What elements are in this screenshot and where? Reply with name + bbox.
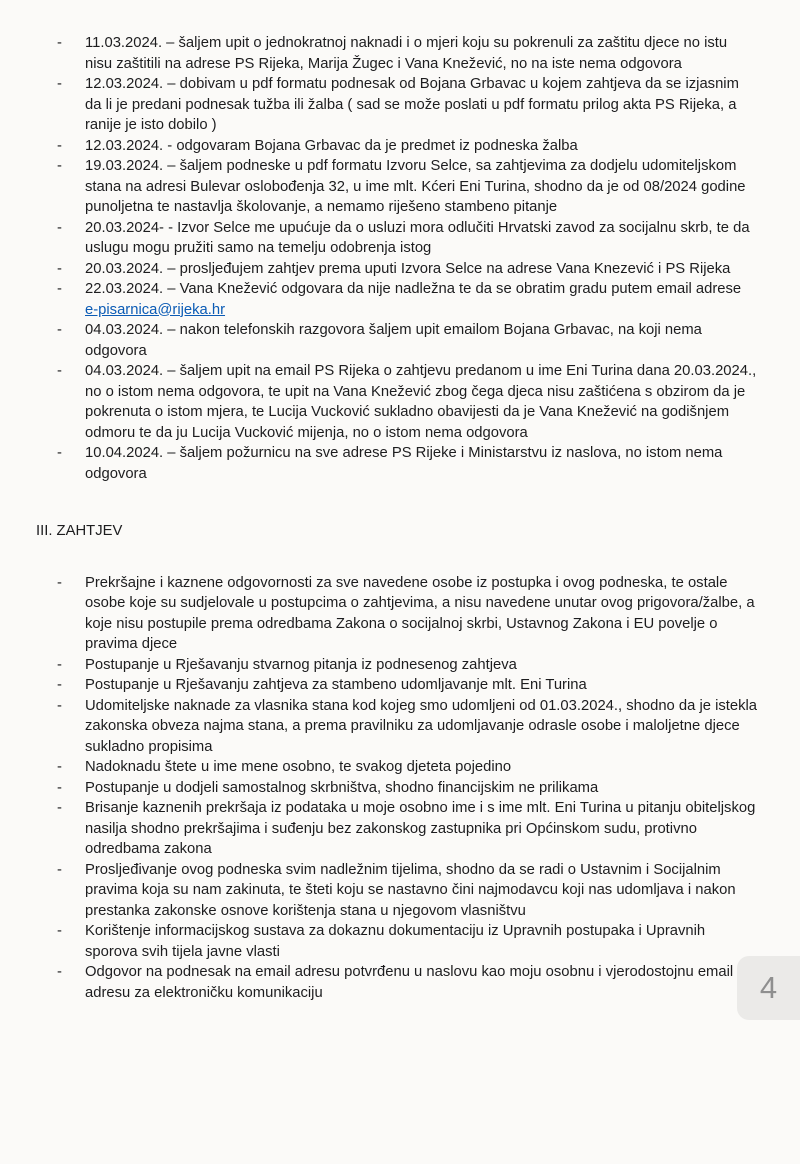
- list-item-text: Postupanje u dodjeli samostalnog skrbništva, shodno financijskim ne prilikama: [85, 779, 599, 796]
- list-item: [57, 921, 758, 962]
- list-item-text: 12.03.2024. - odgovaram Bojana Grbavac da je predmet iz podneska žalba: [85, 137, 578, 154]
- bullet-dash: -: [57, 322, 62, 338]
- list-item-text: Brisanje kaznenih prekršaja iz podataka u moje osobno ime i s ime mlt. Eni Turina u pitanju obiteljskog nasilja shodno prekršajima i suđenju bez zakonskog zastupnika pri Općinskom sudu, protivno odredbama zakona: [85, 800, 756, 857]
- list-item-text: Postupanje u Rješavanju stvarnog pitanja iz podnesenog zahtjeva: [85, 656, 517, 673]
- list-item-text: 11.03.2024. – šaljem upit o jednokratnoj naknadi i o mjeri koju su pokrenuli za zaštitu djece no istu nisu zaštitili na adrese PS Rijeka, Marija Žugec i Vana Knežević, no na iste nema odgovora: [85, 35, 728, 72]
- list-item-text: Postupanje u Rješavanju zahtjeva za stambeno udomljavanje mlt. Eni Turina: [85, 677, 587, 693]
- list-item-text: Nadoknadu štete u ime mene osobno, te svakog djeteta pojedino: [85, 759, 512, 775]
- list-item-text: Prosljeđivanje ovog podneska svim nadležnim tijelima, shodno da se radi o Ustavnim i Socijalnim pravima koja su nam zakinuta, te šteti koju se nastavno čini najmodavcu koji nas udomljava i nakon prestanka zakonske osnove korištenja stana u njegovom vlasništvu: [85, 861, 736, 919]
- bullet-dash: -: [57, 35, 62, 51]
- list-item-text: [85, 279, 758, 320]
- list-item: [57, 320, 758, 361]
- list-item: [57, 361, 758, 443]
- bullet-dash: -: [57, 445, 62, 461]
- bullet-dash: -: [57, 260, 62, 277]
- list-item: [57, 798, 758, 860]
- list-item: [57, 655, 758, 676]
- list-item: [57, 279, 758, 320]
- page-number: 4: [759, 970, 778, 1005]
- bullet-dash: -: [57, 759, 62, 775]
- list-item: [57, 573, 758, 655]
- list-item: [57, 33, 758, 74]
- bullet-dash: -: [57, 677, 62, 693]
- bullet-dash: -: [57, 697, 62, 714]
- list-item-text: 04.03.2024. – šaljem upit na email PS Rijeka o zahtjevu predanom u ime Eni Turina dana 20.03.2024., no o istom nema odgovora, te upit na Vana Knežević zbog čega djeca nisu zaštićena s obzirom da je pokrenuta o istom mjera, te Lucija Vucković sukladno obavijesti da je Vana Knežević na godišnjem odmoru te da ju Lucija Vucković mijenja, no o istom nema odgovora: [85, 363, 757, 441]
- list-item: [57, 156, 758, 218]
- section-heading: III. ZAHTJEV: [36, 523, 123, 539]
- list-item: [57, 757, 758, 778]
- list-item: [57, 675, 758, 696]
- list-item-text-segment: 22.03.2024. – Vana Knežević odgovara da nije nadležna te da se obratim gradu putem email adrese: [85, 281, 742, 297]
- list-item-text: Udomiteljske naknade za vlasnika stana kod kojeg smo udomljeni od 01.03.2024., shodno da je istekla zakonska obveza najma stana, a prema pravilniku za udomljavanje odrasle osobe i maloljetne djece sukladno propisima: [85, 697, 758, 755]
- bullet-dash: -: [57, 137, 62, 154]
- list-item-text: 12.03.2024. – dobivam u pdf formatu podnesak od Bojana Grbavac u kojem zahtjeva da se izjasnim da li je predani podnesak tužba ili žalba ( sad se može poslati u pdf formatu prilog akta PS Rijeka, a ranije je isto dobilo ): [85, 76, 739, 133]
- bullet-dash: -: [57, 861, 62, 878]
- timeline-list: [36, 33, 758, 484]
- zahtjev-list: [36, 573, 758, 1004]
- bullet-dash: -: [57, 964, 62, 980]
- list-item-text: 20.03.2024- - Izvor Selce me upućuje da o usluzi mora odlučiti Hrvatski zavod za socijalnu skrb, te da uslugu mogu pružiti samo na temelju odobrenja istog: [85, 219, 750, 256]
- bullet-dash: -: [57, 281, 62, 297]
- list-item: [57, 962, 758, 1003]
- bullet-dash: -: [57, 76, 62, 92]
- bullet-dash: -: [57, 656, 62, 673]
- bullet-dash: -: [57, 779, 62, 796]
- bullet-dash: -: [57, 574, 62, 591]
- list-item: [57, 443, 758, 484]
- bullet-dash: -: [57, 923, 62, 939]
- list-item-text: 19.03.2024. – šaljem podneske u pdf formatu Izvoru Selce, sa zahtjevima za dodjelu udomiteljskom stana na adresi Bulevar oslobođenja 32, u ime mlt. Kćeri Eni Turina, shodno da je od 08/2024 godine punoljetna te nastavlja školovanje, a nemamo riješeno stambeno pitanje: [85, 158, 746, 215]
- page-number-badge: [737, 956, 800, 1020]
- bullet-dash: -: [57, 800, 62, 816]
- list-item-text: Prekršajne i kaznene odgovornosti za sve navedene osobe iz postupka i ovog podneska, te ostale osobe koje su sudjelovale u postupcima o zahtjevima, a nisu navedene unutar ovog prigovora/žalbe, a koje nisu postupile prema odredbama Zakona o socijalnoj skrbi, Ustavnog Zakona i EU povelje o pravima djece: [85, 574, 755, 652]
- list-item-text: 04.03.2024. – nakon telefonskih razgovora šaljem upit emailom Bojana Grbavac, na koji nema odgovora: [85, 322, 702, 359]
- list-item: [57, 696, 758, 758]
- list-item: [57, 860, 758, 922]
- list-item: [57, 74, 758, 136]
- list-item: [57, 218, 758, 259]
- list-item-text: Odgovor na podnesak na email adresu potvrđenu u naslovu kao moju osobnu i vjerodostojnu email adresu za elektroničku komunikaciju: [85, 964, 734, 1001]
- email-link[interactable]: e-pisarnica@rijeka.hr: [85, 301, 226, 318]
- list-item-text: 10.04.2024. – šaljem požurnicu na sve adrese PS Rijeke i Ministarstvu iz naslova, no istom nema odgovora: [85, 445, 723, 482]
- bullet-dash: -: [57, 219, 62, 236]
- list-item: [57, 259, 758, 280]
- list-item-text: Korištenje informacijskog sustava za dokaznu dokumentaciju iz Upravnih postupaka i Upravnih sporova svih tijela javne vlasti: [85, 923, 706, 960]
- list-item: [57, 778, 758, 799]
- list-item: [57, 136, 758, 157]
- bullet-dash: -: [57, 158, 62, 174]
- list-item-text: 20.03.2024. – prosljeđujem zahtjev prema uputi Izvora Selce na adrese Vana Knezević i PS Rijeka: [85, 260, 731, 277]
- bullet-dash: -: [57, 363, 62, 379]
